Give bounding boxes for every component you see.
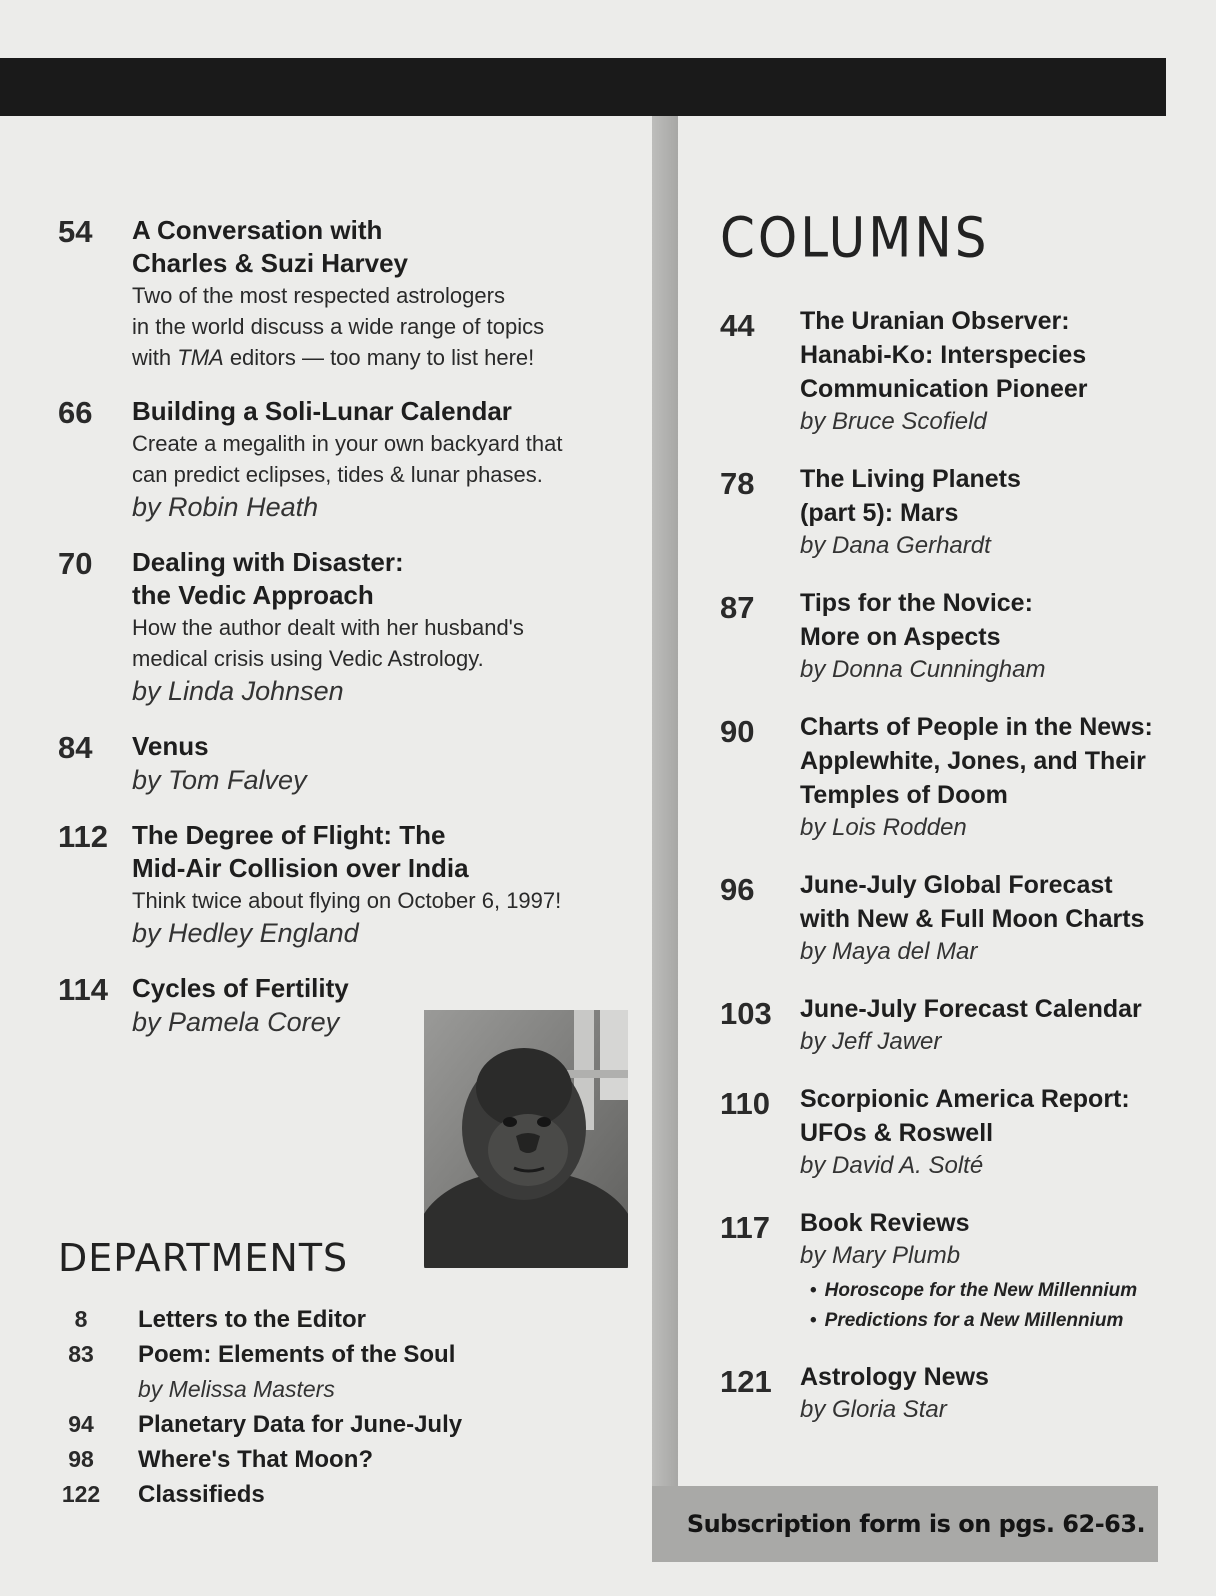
department-byline: by Melissa Masters [138,1376,335,1402]
feature-title: the Vedic Approach [132,580,374,610]
department-byline-row [58,1376,618,1411]
page-number: 103 [720,996,772,1031]
magazine-abbreviation: TMA [177,345,224,370]
column-title: Tips for the Novice: [800,589,1033,617]
column-title: Applewhite, Jones, and Their [800,747,1146,775]
page-number: 84 [58,730,93,765]
columns-heading: COLUMNS [720,206,990,270]
column-entry[interactable] [720,1082,1170,1182]
column-entry[interactable] [720,992,1170,1058]
column-entry[interactable] [720,868,1170,968]
feature-description: can predict eclipses, tides & lunar phases. [132,462,543,487]
feature-entry[interactable] [58,730,638,797]
gorilla-photo [424,1010,628,1268]
page-number: 94 [68,1411,94,1437]
feature-title: Cycles of Fertility [132,973,349,1003]
page-number: 98 [68,1446,94,1472]
feature-entry[interactable] [58,214,638,373]
feature-description: Think twice about flying on October 6, 1997! [132,888,562,913]
column-title: Charts of People in the News: [800,713,1153,741]
column-title: The Living Planets [800,465,1021,493]
column-title: Book Reviews [800,1209,970,1237]
department-item[interactable] [58,1341,618,1376]
feature-description: Two of the most respected astrologers [132,283,505,308]
page-number: 121 [720,1364,772,1399]
feature-entry[interactable] [58,819,638,950]
feature-description: in the world discuss a wide range of topics [132,314,545,339]
column-entry[interactable] [720,462,1170,562]
feature-description: medical crisis using Vedic Astrology. [132,646,484,671]
page-number: 8 [74,1306,88,1332]
column-title: (part 5): Mars [800,499,959,527]
column-title: Temples of Doom [800,781,1008,809]
feature-title: The Degree of Flight: The [132,820,446,850]
column-entry[interactable] [720,1206,1170,1336]
column-byline: by Maya del Mar [800,938,978,965]
top-banner [0,58,1166,116]
column-byline: by Gloria Star [800,1396,947,1423]
column-byline: by David A. Solté [800,1152,984,1179]
department-item[interactable] [58,1306,618,1341]
feature-description: Create a megalith in your own backyard that [132,431,563,456]
page-number: 44 [720,308,755,343]
department-title: Planetary Data for June-July [138,1411,463,1438]
departments-heading: DEPARTMENTS [58,1236,349,1280]
feature-title: Mid-Air Collision over India [132,853,469,883]
department-item[interactable] [58,1481,618,1516]
column-entry[interactable] [720,1360,1170,1426]
column-byline: by Lois Rodden [800,814,967,841]
feature-title: Dealing with Disaster: [132,547,404,577]
department-item[interactable] [58,1446,618,1481]
column-divider [652,116,678,1562]
column-title: Hanabi-Ko: Interspecies [800,341,1087,369]
column-title: Scorpionic America Report: [800,1085,1130,1113]
page-number: 110 [720,1086,771,1121]
page-number: 122 [61,1481,101,1507]
column-title: UFOs & Roswell [800,1119,994,1147]
department-item[interactable] [58,1411,618,1446]
page-number: 78 [720,466,755,501]
page-number: 66 [58,395,93,430]
page-number: 83 [68,1341,94,1367]
column-entry[interactable] [720,304,1170,438]
page-number: 117 [720,1210,771,1245]
department-title: Letters to the Editor [138,1306,367,1333]
feature-byline: by Pamela Corey [132,1007,340,1037]
departments-list [58,1306,618,1516]
column-entry[interactable] [720,710,1170,844]
department-title: Where's That Moon? [138,1446,374,1473]
feature-title: Building a Soli-Lunar Calendar [132,396,512,426]
gorilla-illustration [424,1010,628,1268]
column-title: June-July Global Forecast [800,871,1113,899]
column-title: The Uranian Observer: [800,307,1070,335]
feature-byline: by Robin Heath [132,492,319,522]
page-number: 114 [58,972,109,1007]
book-review-list [810,1276,1170,1336]
page-number: 87 [720,590,755,625]
subscription-notice[interactable]: Subscription form is on pgs. 62-63. [686,1510,1146,1538]
column-entry[interactable] [720,586,1170,686]
column-byline: by Donna Cunningham [800,656,1046,683]
page-number: 112 [58,819,109,854]
feature-description: with TMA editors — too many to list here! [132,345,535,370]
column-byline: by Jeff Jawer [800,1028,942,1055]
feature-entry[interactable] [58,546,638,708]
book-review-item: • Horoscope for the New Millennium [810,1276,1170,1306]
page-number: 54 [58,214,93,249]
feature-title: Charles & Suzi Harvey [132,248,409,278]
column-title: Communication Pioneer [800,375,1088,403]
page-number: 96 [720,872,755,907]
feature-byline: by Linda Johnsen [132,676,344,706]
column-title: Astrology News [800,1363,989,1391]
feature-byline: by Tom Falvey [132,765,307,795]
column-title: with New & Full Moon Charts [800,905,1145,933]
page-number: 70 [58,546,93,581]
columns-column [720,206,1170,1450]
column-title: More on Aspects [800,623,1001,651]
feature-entry[interactable] [58,395,638,524]
page-number: 90 [720,714,755,749]
department-title: Classifieds [138,1481,265,1508]
column-byline: by Mary Plumb [800,1242,961,1269]
book-review-item: • Predictions for a New Millennium [810,1306,1170,1336]
feature-byline: by Hedley England [132,918,359,948]
features-column [58,214,638,1061]
column-title: June-July Forecast Calendar [800,995,1142,1023]
feature-title: Venus [132,731,209,761]
column-byline: by Dana Gerhardt [800,532,991,559]
feature-title: A Conversation with [132,215,383,245]
department-title: Poem: Elements of the Soul [138,1341,456,1368]
column-byline: by Bruce Scofield [800,408,987,435]
feature-description: How the author dealt with her husband's [132,615,524,640]
